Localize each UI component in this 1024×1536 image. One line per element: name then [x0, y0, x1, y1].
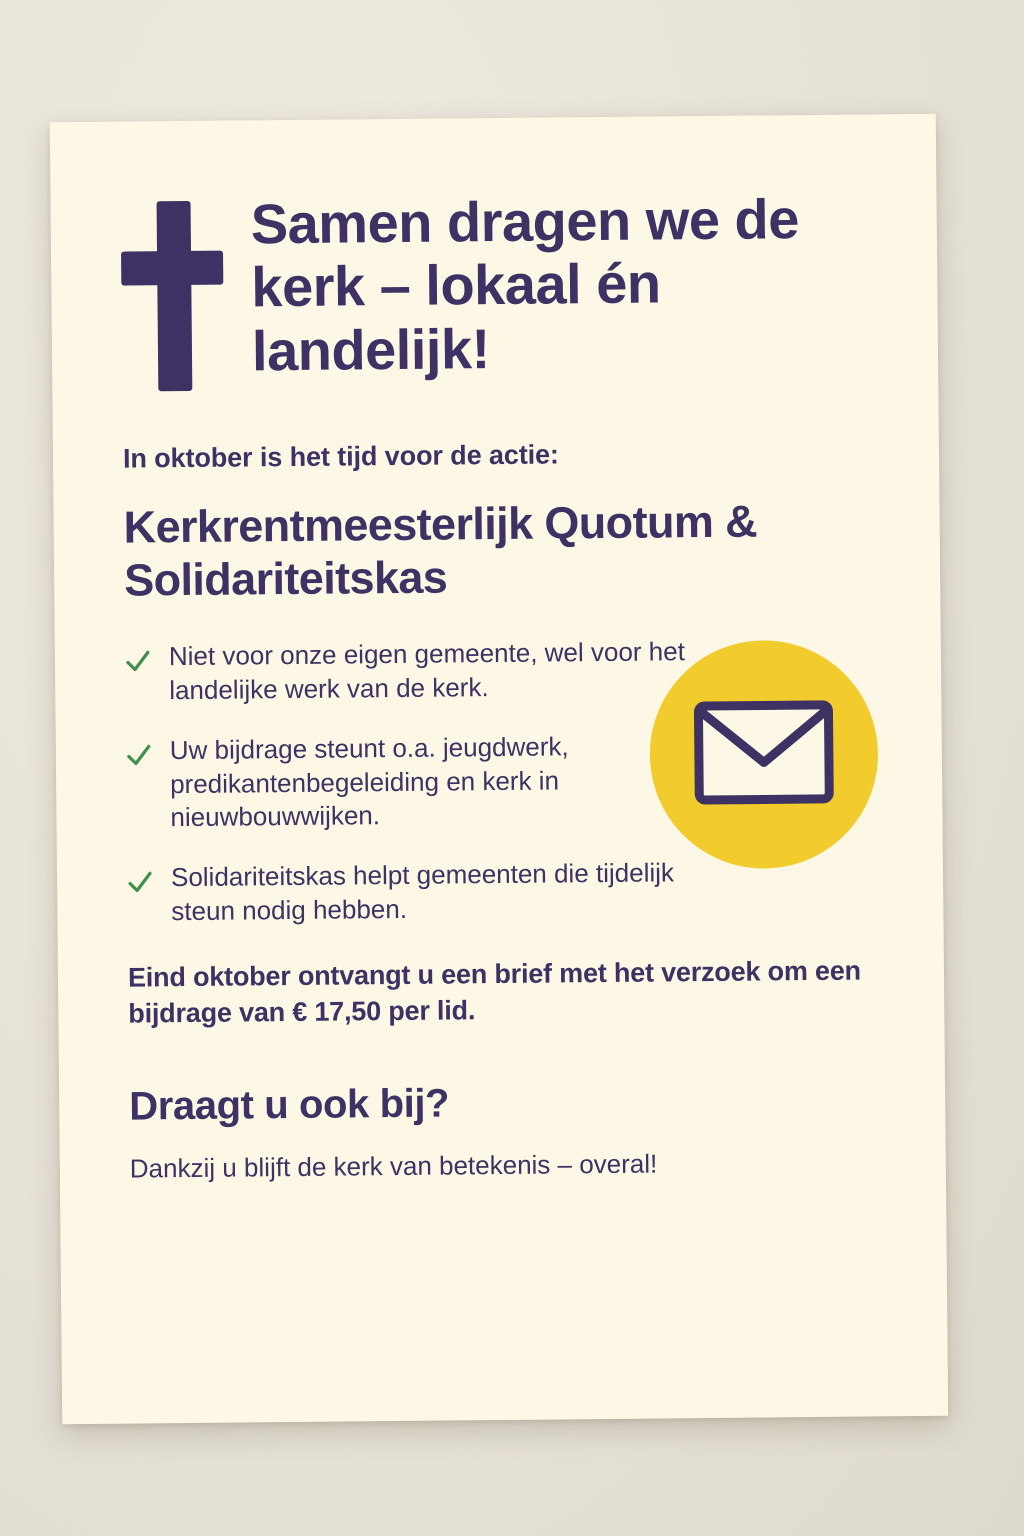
list-item [125, 635, 686, 708]
campaign-name: Kerkrentmeesterlijk Quotum & Solidariteitskas [123, 495, 758, 606]
list-item [126, 729, 687, 836]
cross-icon [121, 201, 225, 392]
page-title: Samen dragen we de kerk – lokaal én landelijk! [250, 187, 800, 382]
check-icon [127, 869, 153, 895]
list-item-label: Solidariteitskas helpt gemeenten die tijdelijk steun nodig hebben. [170, 857, 675, 927]
poster-card [50, 114, 948, 1424]
envelope-badge [649, 640, 879, 870]
closing-text: Dankzij u blijft de kerk van betekenis – overal! [129, 1148, 658, 1184]
cta-heading: Draagt u ook bij? [129, 1081, 450, 1129]
list-item-label: Niet voor onze eigen gemeente, wel voor het landelijke werk van de kerk. [168, 636, 686, 706]
intro-text: In oktober is het tijd voor de actie: [122, 439, 560, 474]
envelope-icon [693, 699, 834, 809]
request-text: Eind oktober ontvangt u een brief met het verzoek om een bijdrage van € 17,50 per lid. [127, 955, 862, 1029]
check-icon [126, 742, 152, 768]
benefits-section [125, 634, 884, 930]
list-item [127, 856, 688, 929]
poster-header [120, 186, 878, 391]
benefits-list [125, 635, 688, 929]
list-item-label: Uw bijdrage steunt o.a. jeugdwerk, predikantenbegeleiding en kerk in nieuwbouwwijken. [169, 731, 569, 833]
check-icon [125, 649, 151, 675]
